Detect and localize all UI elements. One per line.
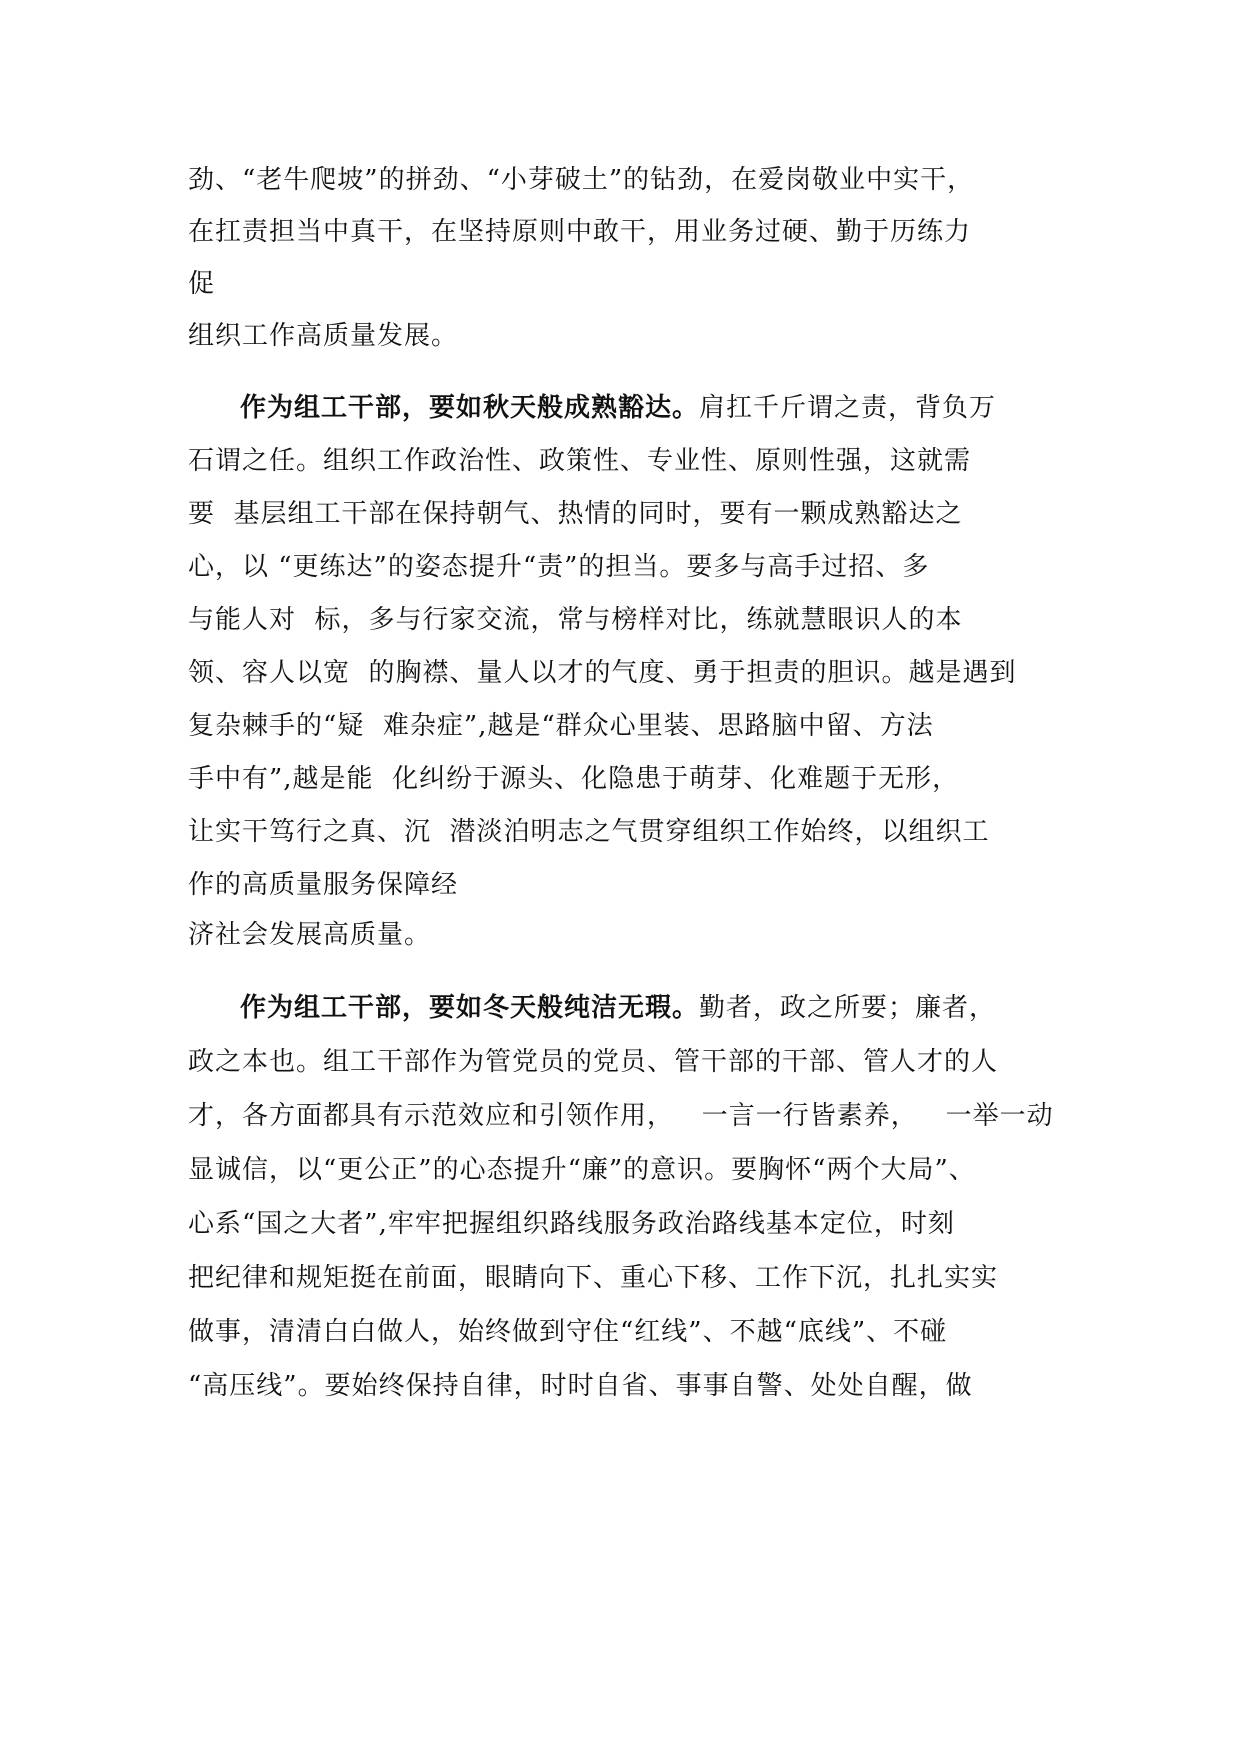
text-line: 与能人对 标，多与行家交流，常与榜样对比，练就慧眼识人的本 xyxy=(188,605,963,635)
text-line: 心，以 “更练达”的姿态提升“责”的担当。要多与高手过招、多 xyxy=(188,552,930,582)
text-line: 劲、“老牛爬坡”的拼劲、“小芽破土”的钻劲，在爱岗敬业中实干， xyxy=(188,165,975,195)
text-line: 心系“国之大者”,牢牢把握组织路线服务政治路线基本定位，时刻 xyxy=(188,1209,955,1239)
text-line: 石谓之任。组织工作政治性、政策性、专业性、原则性强，这就需 xyxy=(188,446,972,476)
text-line: 让实干笃行之真、沉 潜淡泊明志之气贯穿组织工作始终，以组织工 xyxy=(188,817,990,847)
text-line: 要 基层组工干部在保持朝气、热情的同时，要有一颗成熟豁达之 xyxy=(188,499,963,529)
text-line: “高压线”。要始终保持自律，时时自省、事事自警、处处自醒，做 xyxy=(188,1371,973,1401)
text-line: 政之本也。组工干部作为管党员的党员、管干部的干部、管人才的人 xyxy=(188,1047,999,1077)
text-line: 手中有”,越是能 化纠纷于源头、化隐患于萌芽、化难题于无形， xyxy=(188,764,960,794)
paragraph-first-line xyxy=(240,990,996,1026)
text-line: 做事，清清白白做人，始终做到守住“红线”、不越“底线”、不碰 xyxy=(188,1317,948,1347)
text-line: 在扛责担当中真干，在坚持原则中敢干，用业务过硬、勤于历练力 xyxy=(188,217,972,247)
paragraph-text: 勤者，政之所要；廉者， xyxy=(699,993,997,1023)
text-line: 才，各方面都具有示范效应和引领作用， 一言一行皆素养， 一举一动 xyxy=(188,1101,1054,1131)
text-line: 作的高质量服务保障经 xyxy=(188,870,459,900)
text-line: 显诚信，以“更公正”的心态提升“廉”的意识。要胸怀“两个大局”、 xyxy=(188,1155,976,1185)
paragraph-text: 肩扛千斤谓之责，背负万 xyxy=(699,393,997,423)
paragraph-heading: 作为组工干部，要如冬天般纯洁无瑕。 xyxy=(240,993,700,1023)
paragraph-first-line xyxy=(240,390,996,426)
text-line: 济社会发展高质量。 xyxy=(188,920,432,950)
text-line: 领、容人以宽 的胸襟、量人以才的气度、勇于担责的胆识。越是遇到 xyxy=(188,658,1017,688)
text-line: 组织工作高质量发展。 xyxy=(188,321,459,351)
text-line: 复杂棘手的“疑 难杂症”,越是“群众心里装、思路脑中留、方法 xyxy=(188,711,934,741)
text-line: 把纪律和规矩挺在前面，眼睛向下、重心下移、工作下沉，扎扎实实 xyxy=(188,1263,999,1293)
text-line: 促 xyxy=(188,269,216,299)
paragraph-heading: 作为组工干部，要如秋天般成熟豁达。 xyxy=(240,393,700,423)
